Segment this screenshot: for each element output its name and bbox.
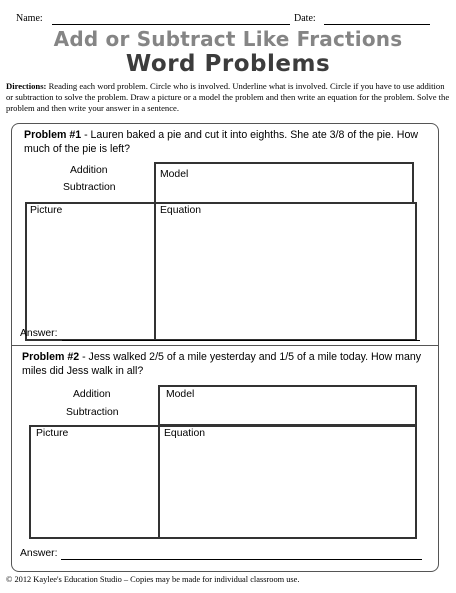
directions bbox=[6, 81, 450, 114]
problem-2-equation-label: Equation bbox=[164, 428, 206, 439]
worksheet-subtitle: Word Problems bbox=[125, 51, 331, 77]
problem-1-addition[interactable]: Addition bbox=[70, 165, 108, 176]
problem-1-model-box[interactable] bbox=[154, 162, 414, 204]
name-label: Name: bbox=[16, 13, 43, 24]
problem-1-answer-line[interactable] bbox=[62, 340, 420, 341]
problem-1-body: - Lauren baked a pie and cut it into eighths. She ate 3/8 of the pie. How much of the pie is left? bbox=[24, 129, 418, 155]
problem-1-answer-label: Answer: bbox=[20, 328, 58, 339]
name-field[interactable] bbox=[52, 24, 290, 25]
date-field[interactable] bbox=[324, 24, 430, 25]
problem-2-body: - Jess walked 2/5 of a mile yesterday and 1/5 of a mile today. How many miles did Jess walk in all? bbox=[22, 351, 422, 377]
problem-1-subtraction[interactable]: Subtraction bbox=[63, 182, 116, 193]
problem-2-picture-box[interactable] bbox=[29, 425, 160, 539]
problem-2-addition[interactable]: Addition bbox=[73, 389, 111, 400]
problem-2-picture-label: Picture bbox=[36, 428, 69, 439]
date-label: Date: bbox=[294, 13, 316, 24]
problem-1-model-label: Model bbox=[160, 169, 189, 180]
problem-2-subtraction[interactable]: Subtraction bbox=[66, 407, 119, 418]
problem-divider bbox=[12, 345, 438, 346]
problem-1-text bbox=[24, 128, 429, 156]
directions-label: Directions: bbox=[6, 81, 47, 91]
directions-text: Reading each word problem. Circle who is involved. Underline what is involved. Circle if you have to use addition or subtraction to solve the problem. Draw a picture or a model the problem and then write an equation for the problem. Solve the problem and then write your answer in a sentence. bbox=[6, 81, 450, 113]
problem-1-picture-label: Picture bbox=[30, 205, 63, 216]
problem-1-equation-box[interactable] bbox=[154, 202, 417, 341]
problem-2-answer-line[interactable] bbox=[61, 559, 422, 560]
problem-1-equation-label: Equation bbox=[160, 205, 202, 216]
problem-2-label: Problem #2 bbox=[22, 351, 80, 363]
worksheet-title: Add or Subtract Like Fractions bbox=[53, 27, 403, 51]
problem-2-equation-box[interactable] bbox=[158, 425, 417, 539]
problem-2-model-box[interactable] bbox=[158, 385, 417, 426]
problem-2-text bbox=[22, 350, 427, 378]
problem-1-label: Problem #1 bbox=[24, 129, 82, 141]
problem-2-model-label: Model bbox=[166, 389, 195, 400]
problem-2-answer-label: Answer: bbox=[20, 548, 58, 559]
problem-1-picture-box[interactable] bbox=[25, 202, 156, 341]
copyright-footer: © 2012 Kaylee's Education Studio – Copies may be made for individual classroom use. bbox=[6, 575, 300, 584]
